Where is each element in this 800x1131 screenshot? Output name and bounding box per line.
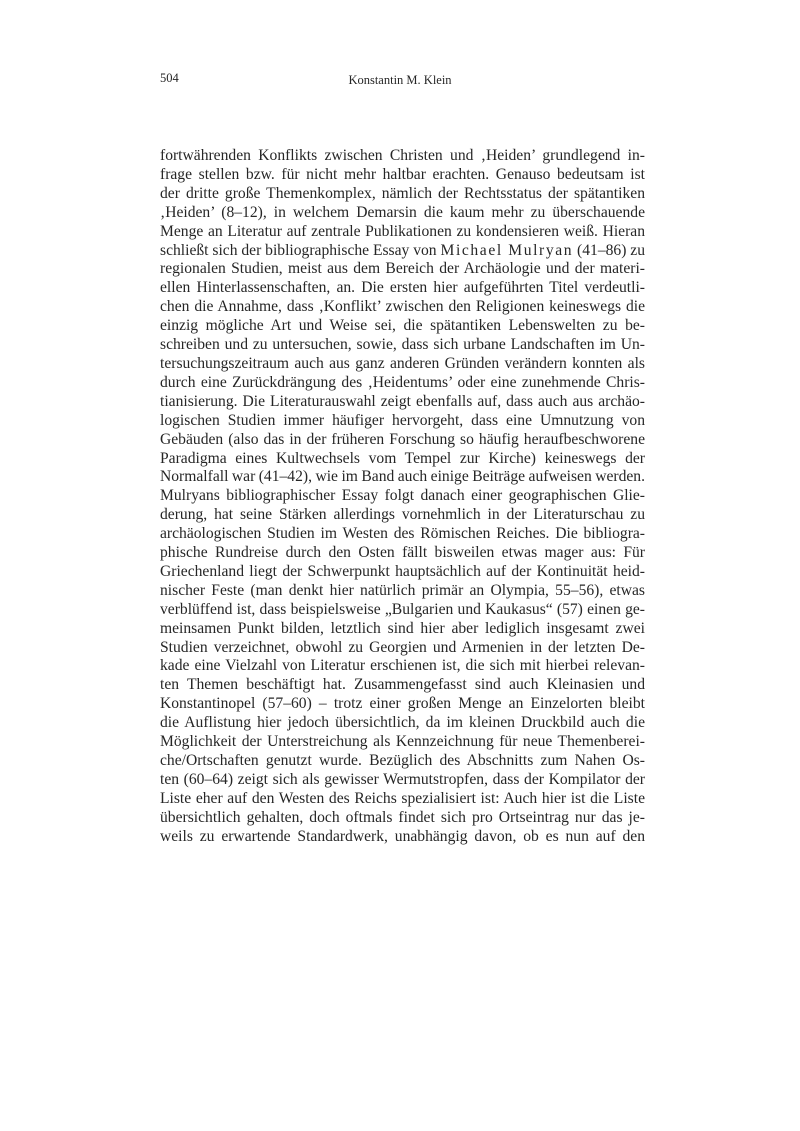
text-line: Mulryans bibliographischer Essay folgt danach einer geographischen Glie- — [160, 487, 645, 505]
text-line: Normalfall war (41–42), wie im Band auch einige Beiträge aufweisen werden. — [160, 468, 645, 486]
text-line: Menge an Literatur auf zentrale Publikationen zu kondensieren weiß. Hieran — [160, 222, 645, 240]
text-line: logischen Studien immer häufiger hervorgeht, dass eine Umnutzung von — [160, 411, 645, 429]
text-line: derung, hat seine Stärken allerdings vornehmlich in der Literaturschau zu — [160, 506, 645, 524]
running-head: Konstantin M. Klein — [348, 73, 452, 87]
page-number: 504 — [160, 71, 179, 85]
body-text — [160, 147, 645, 847]
text-line: Konstantinopel (57–60) – trotz einer großen Menge an Einzelorten bleibt — [160, 695, 645, 713]
text-line: Studien verzeichnet, obwohl zu Georgien und Armenien in der letzten De- — [160, 638, 645, 656]
text-line: tersuchungszeitraum auch aus ganz anderen Gründen verändern konnten als — [160, 354, 645, 372]
text-fragment: schließt sich der bibliographische Essay von — [160, 241, 441, 259]
text-line: ‚Heiden’ (8–12), in welchem Demarsin die kaum mehr zu überschauende — [160, 203, 645, 221]
text-line: Griechenland liegt der Schwerpunkt hauptsächlich auf der Kontinuität heid- — [160, 562, 645, 580]
text-line: phische Rundreise durch den Osten fällt bisweilen etwas mager aus: Für — [160, 544, 645, 562]
text-line: verblüffend ist, dass beispielsweise „Bulgarien und Kaukasus“ (57) einen ge- — [160, 600, 645, 618]
text-line: meinsamen Punkt bilden, letztlich sind hier aber lediglich insgesamt zwei — [160, 619, 645, 637]
text-line — [160, 242, 645, 261]
text-line: durch eine Zurückdrängung des ‚Heidentums’ oder eine zunehmende Chris- — [160, 373, 645, 391]
text-line: weils zu erwartende Standardwerk, unabhängig davon, ob es nun auf den — [160, 827, 645, 845]
text-line: Liste eher auf den Westen des Reichs spezialisiert ist: Auch hier ist die Liste — [160, 789, 645, 807]
text-line: Gebäuden (also das in der früheren Forschung so häufig heraufbeschworene — [160, 430, 645, 448]
text-line: regionalen Studien, meist aus dem Bereich der Archäologie und der materi- — [160, 260, 645, 278]
text-line: übersichtlich gehalten, doch oftmals findet sich pro Ortseintrag nur das je- — [160, 808, 645, 826]
text-fragment: (41–86) zu — [573, 241, 645, 259]
text-line: der dritte große Themenkomplex, nämlich der Rechtsstatus der spätantiken — [160, 184, 645, 202]
text-line: archäologischen Studien im Westen des Römischen Reiches. Die bibliogra- — [160, 525, 645, 543]
text-line: schreiben und zu untersuchen, sowie, dass sich urbane Landschaften im Un- — [160, 336, 645, 354]
text-line: Paradigma eines Kultwechsels vom Tempel zur Kirche) keineswegs der — [160, 449, 645, 467]
text-line: ellen Hinterlassenschaften, an. Die ersten hier aufgeführten Titel verdeutli- — [160, 279, 645, 297]
text-line: ten (60–64) zeigt sich als gewisser Wermutstropfen, dass der Kompilator der — [160, 770, 645, 788]
author-name: Michael Mulryan — [440, 241, 574, 259]
text-line: fortwährenden Konflikts zwischen Christen und ‚Heiden’ grundlegend in- — [160, 147, 645, 164]
text-line: ten Themen beschäftigt hat. Zusammengefasst sind auch Kleinasien und — [160, 676, 645, 694]
text-line: nischer Feste (man denkt hier natürlich primär an Olympia, 55–56), etwas — [160, 581, 645, 599]
text-line: che/Ortschaften genutzt wurde. Bezüglich des Abschnitts zum Nahen Os- — [160, 752, 645, 769]
text-line: die Auflistung hier jedoch übersichtlich, da im kleinen Druckbild auch die — [160, 714, 645, 732]
text-line: Möglichkeit der Unterstreichung als Kennzeichnung für neue Themenberei- — [160, 733, 645, 751]
text-line: einzig mögliche Art und Weise sei, die spätantiken Lebenswelten zu be- — [160, 317, 645, 335]
text-line: tianisierung. Die Literaturauswahl zeigt ebenfalls auf, dass auch aus archäo- — [160, 392, 645, 410]
text-line: frage stellen bzw. für nicht mehr haltbar erachten. Genauso bedeutsam ist — [160, 165, 645, 183]
text-line: chen die Annahme, dass ‚Konflikt’ zwischen den Religionen keineswegs die — [160, 298, 645, 316]
text-line: kade eine Vielzahl von Literatur erschienen ist, die sich mit hierbei relevan- — [160, 657, 645, 675]
